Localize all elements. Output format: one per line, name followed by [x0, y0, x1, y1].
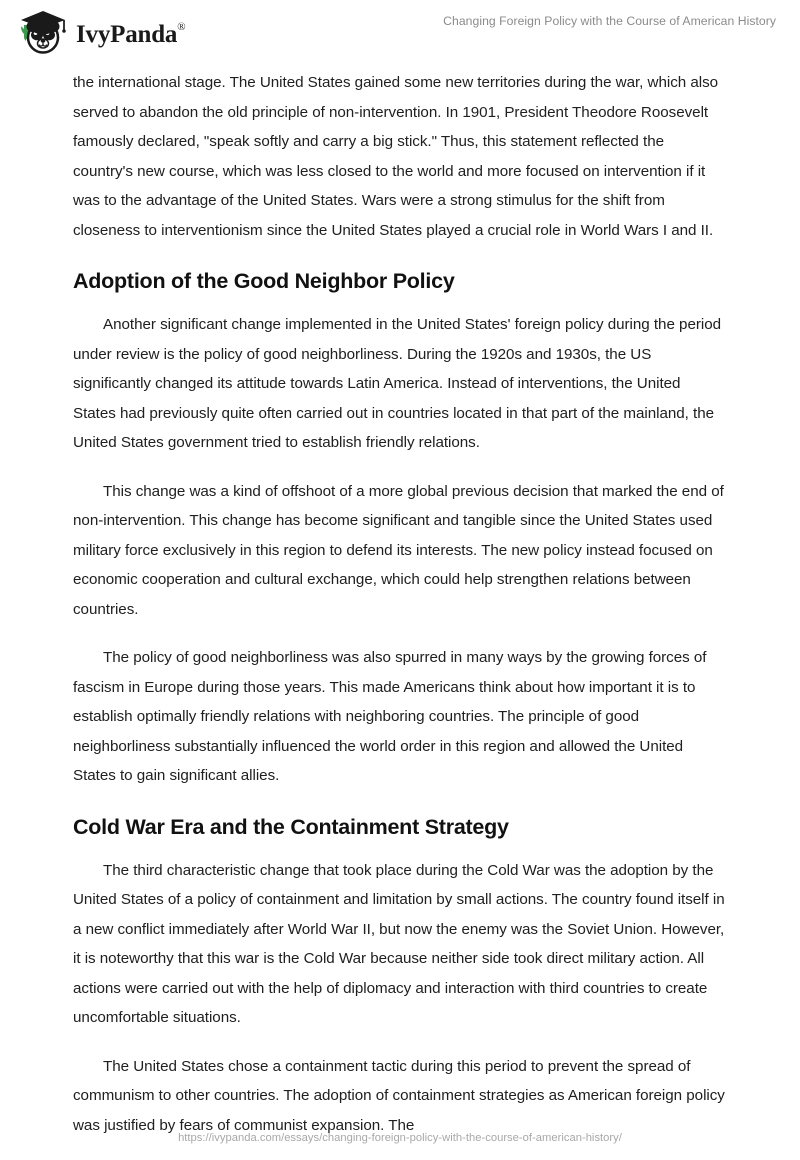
document-body	[73, 68, 726, 1159]
brand-name: IvyPanda®	[76, 20, 186, 48]
section-heading: Cold War Era and the Containment Strategy	[73, 814, 509, 839]
document-title-header: Changing Foreign Policy with the Course of American History	[443, 14, 776, 28]
paragraph: Another significant change implemented in the United States' foreign policy during the period under review is the policy of good neighborliness. During the 1920s and 1930s, the US significantly changed its attitude towards Latin America. Instead of interventions, the United States had previously quite often carried out in countries located in that part of the mainland, the United States government tried to establish friendly relations.	[73, 316, 722, 451]
section-heading: Adoption of the Good Neighbor Policy	[73, 269, 455, 293]
paragraph: The third characteristic change that took place during the Cold War was the adoption by the United States of a policy of containment and limitation by small actions. The country found itself in a new conflict immediately after World War II, but now the enemy was the Soviet Union. However, it is noteworthy that this war is the Cold War because neither side took direct military action. All actions were carried out with the help of diplomacy and interaction with third countries to create uncomfortable situations.	[73, 861, 725, 1026]
registered-trademark-symbol: ®	[177, 21, 186, 34]
paragraph: the international stage. The United States gained some new territories during the war, which also served to abandon the old principle of non-intervention. In 1901, President Theodore Roosevelt famously declared, "speak softly and carry a big stick." Thus, this statement reflected the country's new course, which was less closed to the world and more focused on intervention if it was to the advantage of the United States. Wars were a strong stimulus for the shift from closeness to interventionism since the United States played a crucial role in World Wars I and II.	[73, 74, 719, 239]
paragraph: The policy of good neighborliness was also spurred in many ways by the growing forces of fascism in Europe during those years. This made Americans think about how important it is to establish optimally friendly relations with neighboring countries. The principle of good neighborliness substantially influenced the world order in this region and allowed the United States to gain significant allies.	[73, 649, 707, 784]
paragraph: This change was a kind of offshoot of a more global previous decision that marked the end of non-intervention. This change has become significant and tangible since the United States used military force exclusively in this region to defend its interests. The new policy instead focused on economic cooperation and cultural exchange, which could help strengthen relations between countries.	[73, 482, 724, 618]
paragraph: The United States chose a containment tactic during this period to prevent the spread of communism to other countries. The adoption of containment strategies as American foreign policy was justified by fears of communist expansion. The	[73, 1057, 725, 1134]
page-header	[0, 0, 800, 66]
source-url-link[interactable]: https://ivypanda.com/essays/changing-foreign-policy-with-the-course-of-american-history/	[178, 1132, 622, 1144]
page-footer	[0, 1128, 800, 1146]
